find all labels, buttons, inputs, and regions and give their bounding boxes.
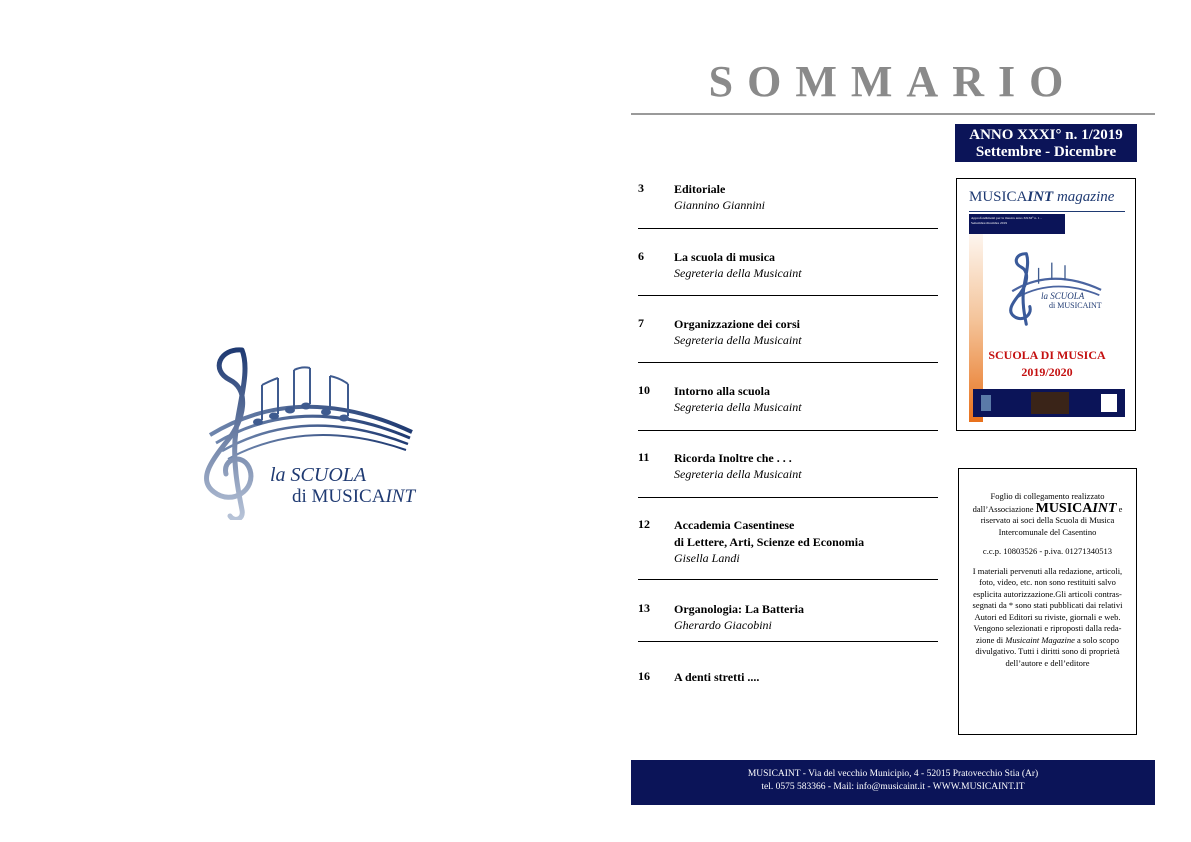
cover-masthead — [969, 189, 1125, 206]
toc-title: La scuola di musica — [674, 250, 776, 264]
cover-rule — [969, 211, 1125, 212]
logo-line-1: la SCUOLA — [270, 464, 367, 486]
toc-page-number: 3 — [638, 181, 644, 195]
toc-page-number: 13 — [638, 601, 650, 615]
info-intro-b: e riservato ai soci della Scuola di Musica Intercomunale del Casentino — [980, 503, 1123, 537]
toc-page-number: 10 — [638, 383, 650, 397]
toc-divider — [638, 497, 938, 498]
logo-line-2-prefix: di MUSICA — [292, 486, 386, 507]
toc-title: Accademia Casentinese — [674, 518, 795, 532]
cover-photo-1 — [981, 395, 991, 411]
info-brand-prefix: MUSICA — [1035, 500, 1093, 516]
cover-logo — [999, 249, 1109, 334]
footer-contacts[interactable]: tel. 0575 583366 - Mail: info@musicaint.it - WWW.MUSICAINT.IT — [761, 782, 1025, 792]
issue-number: ANNO XXXI° n. 1/2019 — [969, 127, 1123, 143]
toc-page-number: 12 — [638, 517, 650, 531]
toc-author: Segreteria della Musicaint — [674, 400, 802, 414]
school-logo — [180, 340, 430, 520]
cover-school-line-1: SCUOLA DI MUSICA — [988, 348, 1106, 362]
toc-title: Organologia: La Batteria — [674, 602, 804, 616]
cover-masthead-int: INT — [1027, 189, 1054, 205]
toc-author: Gherardo Giacobini — [674, 618, 772, 632]
toc-title: A denti stretti .... — [674, 670, 760, 684]
title-divider — [631, 113, 1155, 115]
info-brand — [1036, 501, 1117, 516]
toc-divider — [638, 362, 938, 363]
cover-logo-line-1: la SCUOLA — [1041, 291, 1085, 301]
footer-bar — [631, 760, 1155, 805]
page-title: SOMMARIO — [708, 57, 1078, 106]
toc-divider — [638, 295, 938, 296]
cover-clef-icon — [999, 249, 1109, 329]
magazine-cover-thumbnail[interactable] — [956, 178, 1136, 431]
toc-divider — [638, 579, 938, 580]
toc-page-number: 11 — [638, 450, 650, 464]
publication-info-box — [958, 468, 1137, 735]
info-intro — [965, 491, 1130, 538]
footer-address: MUSICAINT - Via del vecchio Municipio, 4 - 52015 Pratovecchio Stia (Ar) — [747, 769, 1039, 779]
issue-period: Settembre - Dicembre — [975, 144, 1117, 160]
toc-author: Giannino Giannini — [674, 198, 766, 212]
info-brand-int: INT — [1092, 500, 1117, 516]
logo-line-2-suffix: INT — [385, 486, 416, 507]
toc-divider — [638, 641, 938, 642]
toc-title: Ricorda Inoltre che . . . — [674, 451, 792, 465]
cover-school-line-2: 2019/2020 — [1021, 365, 1073, 379]
toc-page-number: 16 — [638, 669, 650, 683]
toc-title: Intorno alla scuola — [674, 384, 771, 398]
toc-title: Organizzazione dei corsi — [674, 317, 800, 331]
toc-title-line-2: di Lettere, Arti, Scienze ed Economia — [674, 535, 865, 549]
cover-info-band: Approfondimenti per la musica anno XXXI° n. 1 - Settembre/dicembre 2019 — [969, 214, 1065, 234]
cover-page — [969, 187, 1125, 421]
issue-box — [955, 124, 1137, 162]
cover-photo-2 — [1031, 392, 1069, 414]
info-disclaimer-em: Musicaint Magazine — [1005, 634, 1075, 645]
toc-title: Editoriale — [674, 182, 726, 196]
info-disclaimer-b: a solo scopo divulgativo. Tutti i diritti sono di proprietà dell’autore e dell’editore — [975, 634, 1120, 668]
info-disclaimer-a: I materiali pervenuti alla redazione, articoli, foto, video, etc. non sono restituiti salvo esplicita autorizzazione.Gli articoli contras-segnati da * sono stati pubblicati dai relativi Autori ed Editori su riviste, giornali e web. Vengono selezionati e riproposti dalla reda-zione di — [972, 565, 1123, 645]
info-intro-a: Foglio di collegamento realizzato dall’Associazione — [972, 491, 1105, 514]
toc-page-number: 7 — [638, 316, 644, 330]
logo-line-2 — [292, 486, 415, 508]
cover-logo-line-2: di MUSICAINT — [1049, 301, 1102, 310]
cover-masthead-magazine: magazine — [1053, 189, 1115, 205]
cover-masthead-prefix: MUSICA — [969, 189, 1028, 205]
toc-author: Segreteria della Musicaint — [674, 467, 802, 481]
cover-photo-3 — [1101, 394, 1117, 412]
info-account: c.c.p. 10803526 - p.iva. 01271340513 — [982, 546, 1113, 556]
toc-page-number: 6 — [638, 249, 644, 263]
toc-author: Gisella Landi — [674, 551, 740, 565]
toc-divider — [638, 228, 938, 229]
info-disclaimer — [965, 566, 1130, 670]
cover-photo-strip — [973, 389, 1125, 417]
cover-school-title — [969, 347, 1125, 381]
toc-divider — [638, 430, 938, 431]
toc-author: Segreteria della Musicaint — [674, 333, 802, 347]
toc-author: Segreteria della Musicaint — [674, 266, 802, 280]
